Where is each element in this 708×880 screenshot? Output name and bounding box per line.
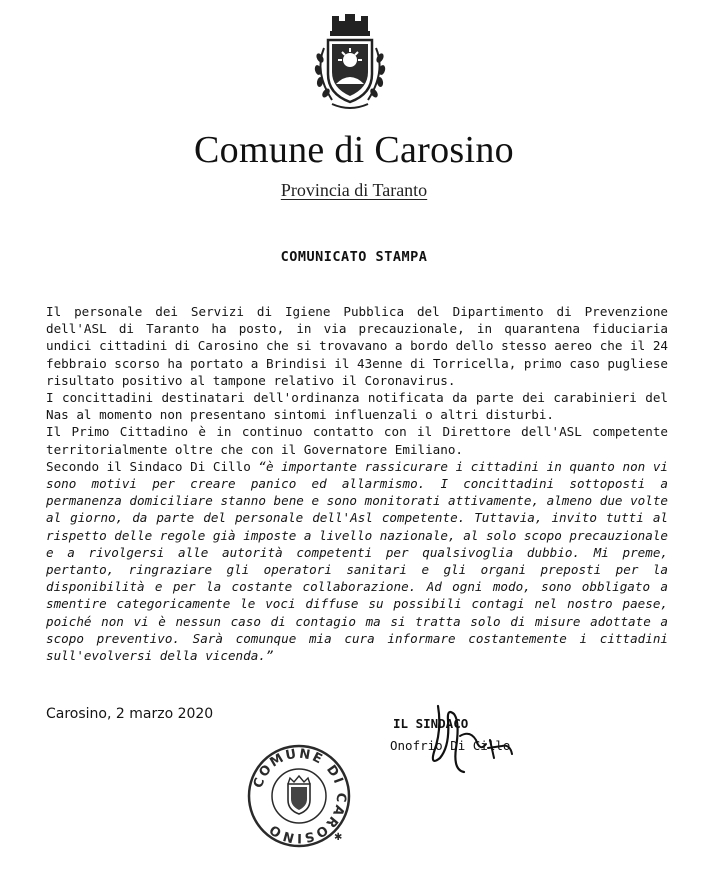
- body-paragraph: Il Primo Cittadino è in continuo contatto con il Direttore dell'ASL competente territorialmente oltre che con il Governatore Emiliano.: [46, 424, 668, 457]
- body-paragraph: I concittadini destinatari dell'ordinanza notificata da parte dei carabinieri del Nas al momento non presentano sintomi influenzali o altri disturbi.: [46, 390, 668, 423]
- mayor-quote-paragraph: [46, 458, 668, 664]
- province-subtitle-text: Provincia di Taranto: [280, 180, 428, 200]
- document-date: Carosino, 2 marzo 2020: [46, 706, 214, 722]
- municipality-title: Comune di Carosino: [194, 129, 514, 171]
- handwritten-signature: [420, 700, 540, 780]
- press-release-body: [46, 303, 668, 664]
- municipal-crest-icon: [302, 8, 398, 118]
- stamp-text: COMUNE DI CAROSINO: [250, 746, 349, 846]
- body-paragraph: Il personale dei Servizi di Igiene Pubblica del Dipartimento di Prevenzione dell'ASL di Taranto ha posto, in via precauzionale, in quarantena fiduciaria undici cittadini di Carosino che si trovavano a bordo dello stesso aereo che il 24 febbraio scorso ha portato a Brindisi il 43enne di Torricella, primo caso pugliese risultato positivo al tampone relativo il Coronavirus.: [46, 304, 668, 388]
- province-subtitle: [0, 180, 708, 201]
- mayor-quote: “è importante rassicurare i cittadini in quanto non vi sono motivi per creare panico ed allarmismo. I concittadini sottoposti a permanenza domiciliare stanno bene e sono monitorati attivamente, almeno due volte al giorno, da parte del personale dell'Asl competente. Tuttavia, invito tutti al rispetto delle regole già imposte a livello nazionale, al solo scopo precauzionale e a rivolgersi alle autorità competenti per qualsivoglia dubbio. Mi preme, pertanto, ringraziare gli operatori sanitari e gli organi preposti per la disponibilità e per la costante collaborazione. Ad ogni modo, sono obbligato a smentire categoricamente le voci diffuse su possibili contagi nel nostro paese, poiché non vi è nessun caso di contagio ma si tratta solo di misure adottate a scopo preventivo. Sarà comunque mia cura informare costantemente i cittadini sull'evolversi della vicenda.”: [46, 458, 668, 664]
- signer-name: Onofrio Di Cillo: [390, 738, 511, 753]
- official-stamp: [244, 740, 354, 852]
- svg-text:✱: ✱: [334, 832, 343, 843]
- signer-role: IL SINDACO: [393, 716, 469, 731]
- quote-intro: Secondo il Sindaco Di Cillo: [46, 458, 259, 474]
- document-heading: COMUNICATO STAMPA: [280, 249, 428, 265]
